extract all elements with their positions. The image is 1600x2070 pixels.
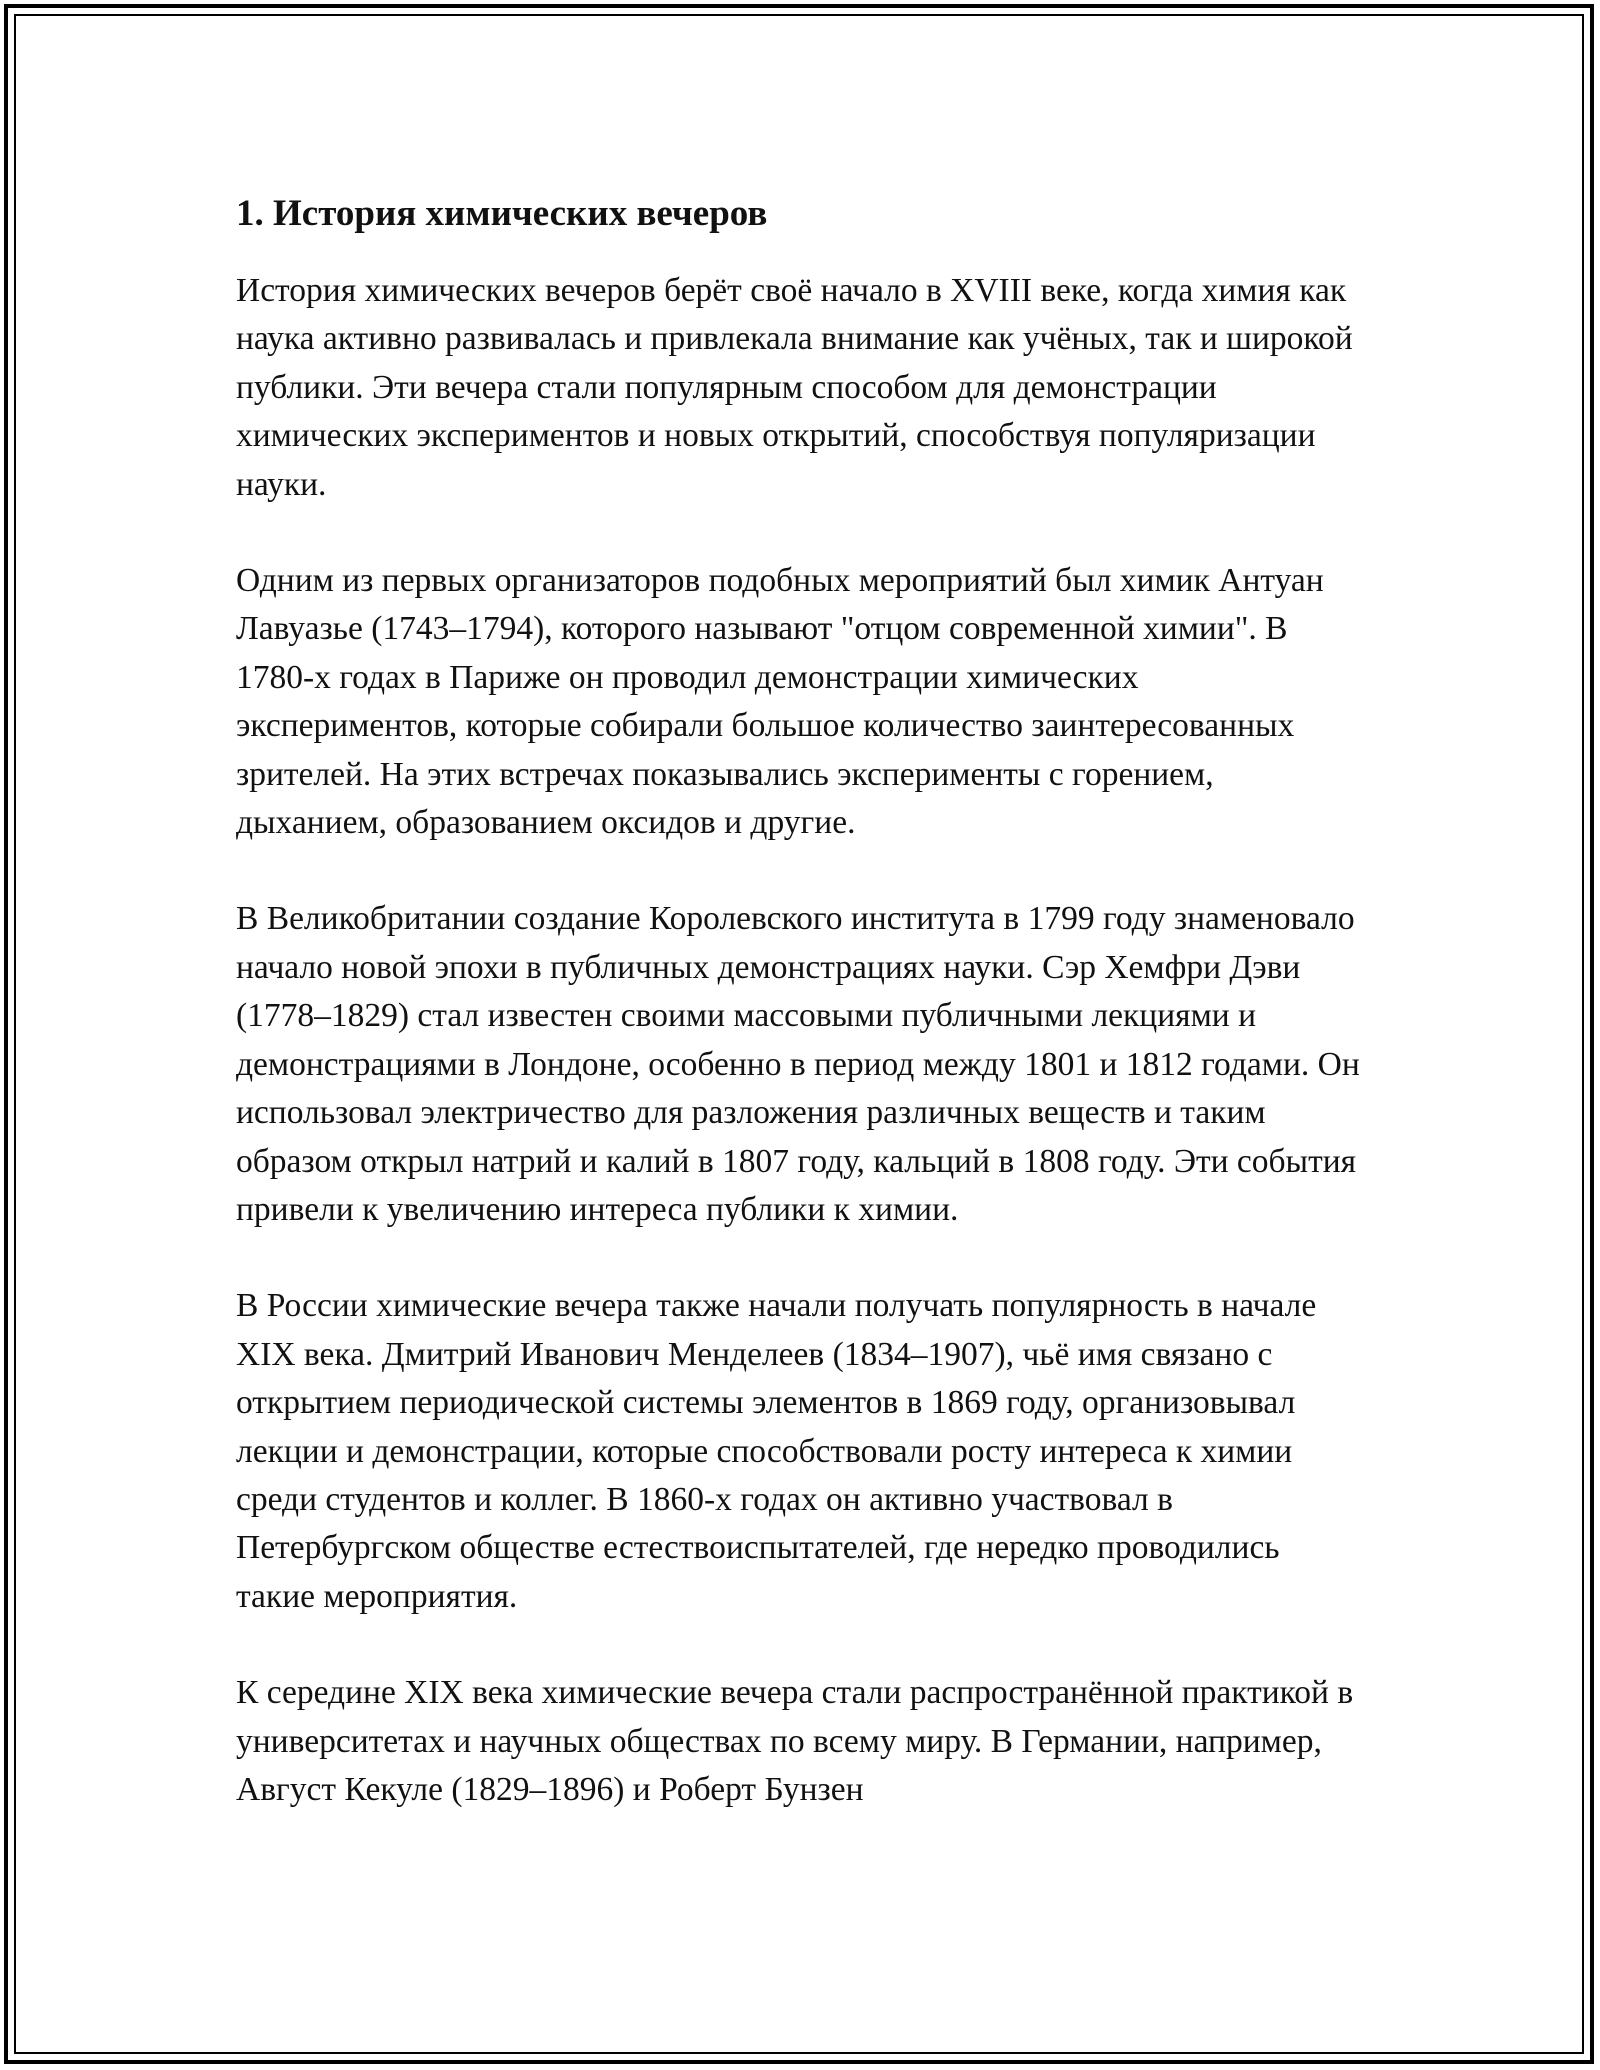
- paragraph-5: К середине XIX века химические вечера стали распространённой практикой в университетах и научных обществах по всему миру. В Германии, например, Август Кекуле (1829–1896) и Роберт Бунзен: [236, 1674, 1354, 1808]
- section-heading: 1. История химических вечеров: [236, 193, 768, 234]
- paragraph-4: В России химические вечера также начали получать популярность в начале XIX века. Дмитрий Иванович Менделеев (1834–1907), чьё имя связано с открытием периодической системы элементов в 1869 году, организовывал лекции и демонстрации, которые способствовали росту интереса к химии среди студентов и коллег. В 1860-х годах он активно участвовал в Петербургском обществе естествоиспытателей, где нередко проводились такие мероприятия.: [236, 1287, 1317, 1615]
- paragraph-1: История химических вечеров берёт своё начало в XVIII веке, когда химия как наука активно развивалась и привлекала внимание как учёных, так и широкой публики. Эти вечера стали популярным способом для демонстрации химических экспериментов и новых открытий, способствуя популяризации науки.: [236, 272, 1353, 503]
- paragraph-2: Одним из первых организаторов подобных мероприятий был химик Антуан Лавуазье (1743–1794), которого называют "отцом современной химии". В 1780-х годах в Париже он проводил демонстрации химических экспериментов, которые собирали большое количество заинтересованных зрителей. На этих встречах показывались эксперименты с горением, дыханием, образованием оксидов и другие.: [236, 562, 1324, 842]
- document-body: [236, 186, 1366, 1814]
- paragraph-3: В Великобритании создание Королевского института в 1799 году знаменовало начало новой эпохи в публичных демонстрациях науки. Сэр Хемфри Дэви (1778–1829) стал известен своими массовыми публичными лекциями и демонстрациями в Лондоне, особенно в период между 1801 и 1812 годами. Он использовал электричество для разложения различных веществ и таким образом открыл натрий и калий в 1807 году, кальций в 1808 году. Эти события привели к увеличению интереса публики к химии.: [236, 900, 1360, 1228]
